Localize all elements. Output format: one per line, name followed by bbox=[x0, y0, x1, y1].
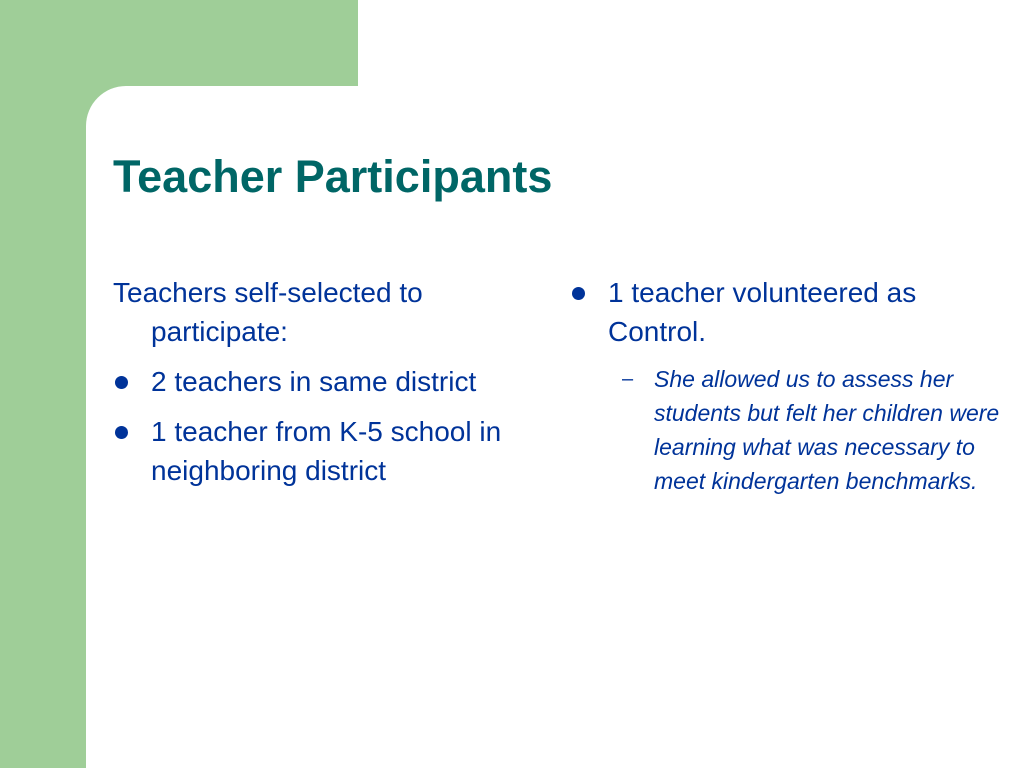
right-column bbox=[570, 273, 1010, 504]
left-bullet-text: 1 teacher from K-5 school in neighboring district bbox=[151, 416, 502, 486]
right-bullet-text: 1 teacher volunteered as Control. bbox=[608, 277, 917, 347]
right-sub-bullet-text: She allowed us to assess her students but felt her children were learning what was necessary to meet kindergarten benchmarks. bbox=[654, 366, 1000, 494]
top-white-band bbox=[358, 0, 1024, 86]
left-bullet-item bbox=[113, 412, 523, 490]
slide-title: Teacher Participants bbox=[113, 151, 553, 202]
bullet-dot-icon bbox=[115, 376, 128, 389]
left-intro-text: Teachers self-selected to participate: bbox=[113, 277, 423, 347]
left-bullet-item bbox=[113, 362, 523, 401]
right-bullet-item bbox=[570, 273, 1010, 351]
dash-marker-icon: – bbox=[622, 368, 634, 390]
left-column bbox=[113, 273, 523, 501]
bullet-dot-icon bbox=[572, 287, 585, 300]
left-bullet-text: 2 teachers in same district bbox=[151, 366, 477, 397]
right-sub-bullet-item bbox=[570, 362, 1010, 498]
bullet-dot-icon bbox=[115, 426, 128, 439]
